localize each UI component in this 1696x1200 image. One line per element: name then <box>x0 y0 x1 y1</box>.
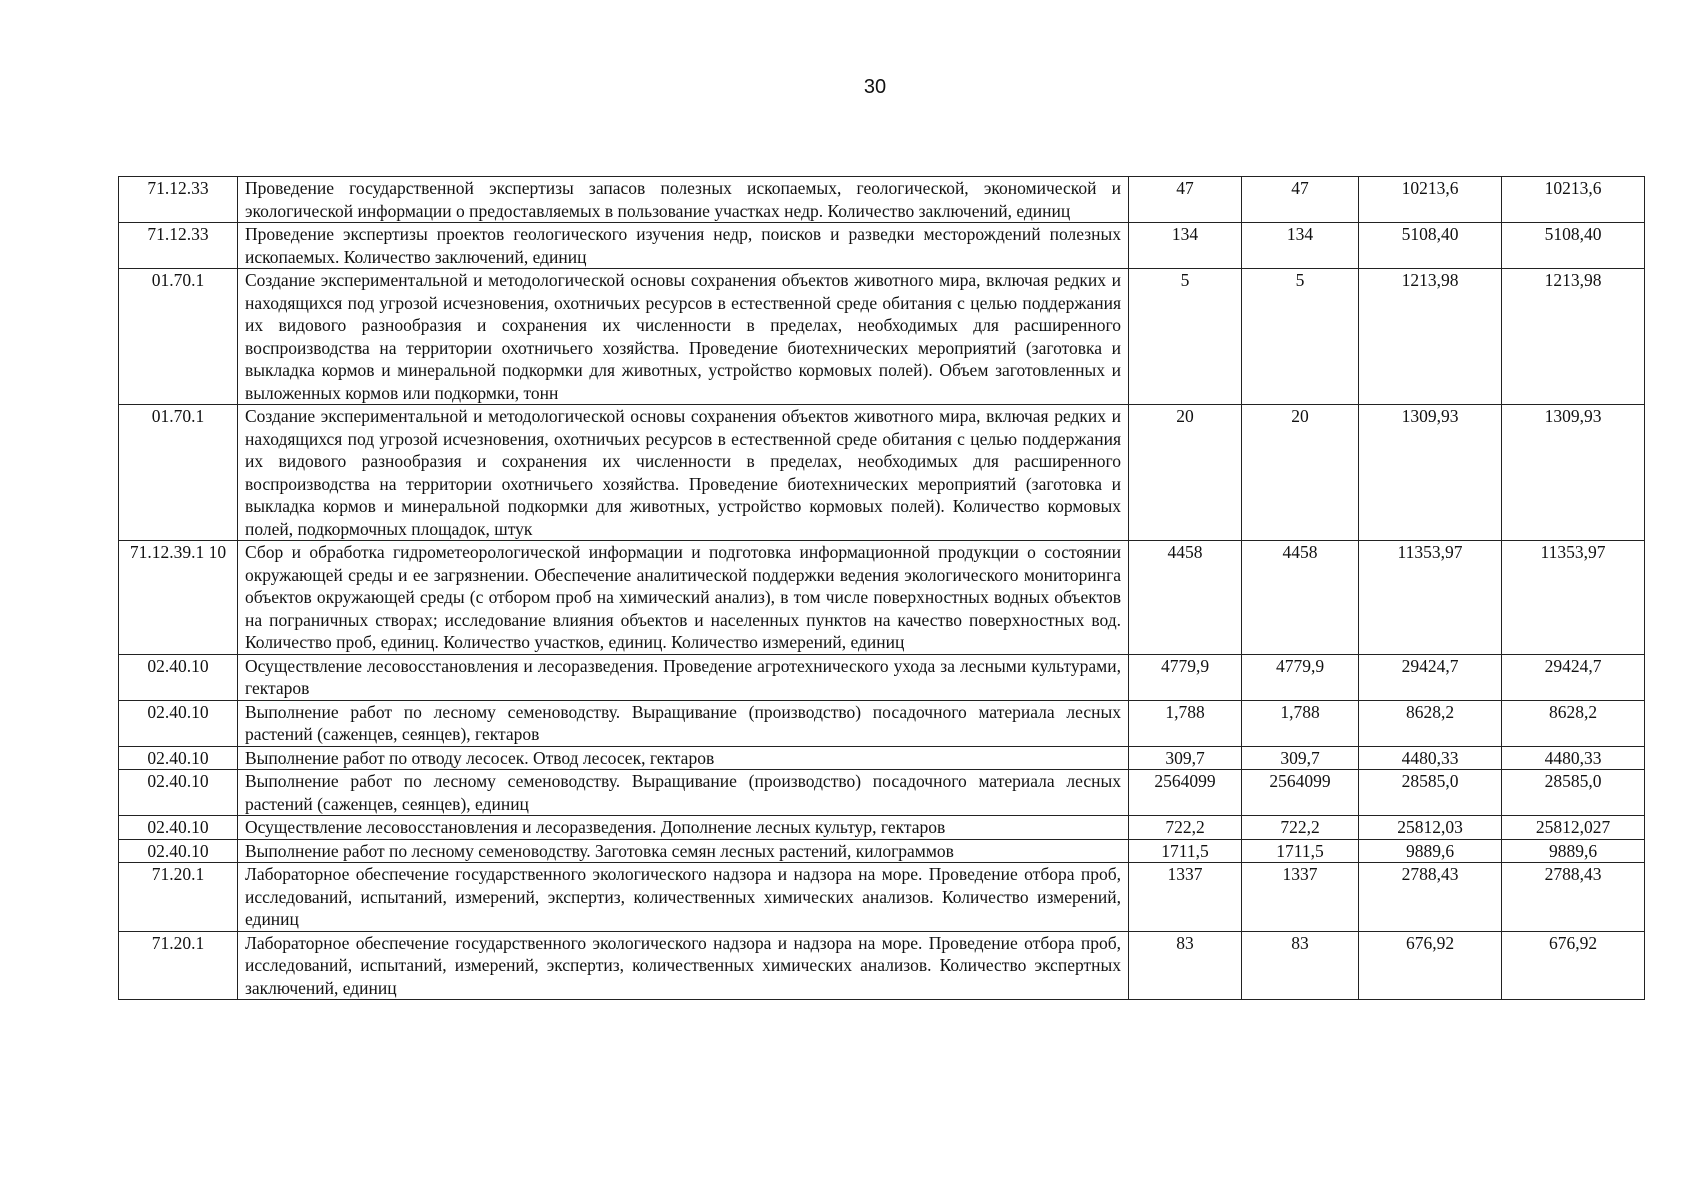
row-code: 01.70.1 <box>119 269 238 405</box>
row-value-3: 28585,0 <box>1359 770 1502 816</box>
row-value-2: 4779,9 <box>1242 654 1359 700</box>
table-row <box>119 770 1645 816</box>
row-value-2: 47 <box>1242 177 1359 223</box>
row-value-1: 5 <box>1129 269 1242 405</box>
row-value-2: 4458 <box>1242 541 1359 655</box>
row-value-2: 5 <box>1242 269 1359 405</box>
row-value-2: 2564099 <box>1242 770 1359 816</box>
row-value-3: 11353,97 <box>1359 541 1502 655</box>
row-value-2: 1337 <box>1242 863 1359 932</box>
table-body <box>119 177 1645 1000</box>
row-value-1: 1,788 <box>1129 700 1242 746</box>
row-description: Осуществление лесовосстановления и лесоразведения. Проведение агротехнического ухода за лесными культурами, гектаров <box>238 654 1129 700</box>
row-code: 02.40.10 <box>119 654 238 700</box>
row-description: Осуществление лесовосстановления и лесоразведения. Дополнение лесных культур, гектаров <box>238 816 1129 840</box>
row-value-1: 20 <box>1129 405 1242 541</box>
table-row <box>119 405 1645 541</box>
row-value-3: 1213,98 <box>1359 269 1502 405</box>
row-description: Создание экспериментальной и методологической основы сохранения объектов животного мира, включая редких и находящихся под угрозой исчезновения, охотничьих ресурсов в естественной среде обитания с целью поддержания их видового разнообразия и сохранения их численности в пределах, необходимых для расширенного воспроизводства на территории охотничьего хозяйства. Проведение биотехнических мероприятий (заготовка и выкладка кормов и минеральной подкормки для животных, устройство кормовых полей). Объем заготовленных и выложенных кормов или подкормки, тонн <box>238 269 1129 405</box>
row-value-4: 8628,2 <box>1502 700 1645 746</box>
table-row <box>119 746 1645 770</box>
table-row <box>119 931 1645 1000</box>
row-value-1: 2564099 <box>1129 770 1242 816</box>
table-row <box>119 654 1645 700</box>
row-description: Создание экспериментальной и методологической основы сохранения объектов животного мира, включая редких и находящихся под угрозой исчезновения, охотничьих ресурсов в естественной среде обитания с целью поддержания их видового разнообразия и сохранения их численности в пределах, необходимых для расширенного воспроизводства на территории охотничьего хозяйства. Проведение биотехнических мероприятий (заготовка и выкладка кормов и минеральной подкормки для животных, устройство кормовых полей). Количество кормовых полей, подкормочных площадок, штук <box>238 405 1129 541</box>
row-value-3: 4480,33 <box>1359 746 1502 770</box>
row-value-4: 5108,40 <box>1502 223 1645 269</box>
row-value-4: 676,92 <box>1502 931 1645 1000</box>
row-value-1: 309,7 <box>1129 746 1242 770</box>
row-value-4: 25812,027 <box>1502 816 1645 840</box>
row-description: Проведение государственной экспертизы запасов полезных ископаемых, геологической, экономической и экологической информации о предоставляемых в пользование участках недр. Количество заключений, единиц <box>238 177 1129 223</box>
row-value-2: 20 <box>1242 405 1359 541</box>
row-value-1: 4458 <box>1129 541 1242 655</box>
row-description: Лабораторное обеспечение государственного экологического надзора и надзора на море. Проведение отбора проб, исследований, испытаний, измерений, экспертиз, количественных химических анализов. Количество экспертных заключений, единиц <box>238 931 1129 1000</box>
row-value-3: 29424,7 <box>1359 654 1502 700</box>
row-value-1: 1711,5 <box>1129 839 1242 863</box>
row-code: 02.40.10 <box>119 816 238 840</box>
row-code: 71.12.33 <box>119 223 238 269</box>
row-description: Выполнение работ по лесному семеноводству. Заготовка семян лесных растений, килограммов <box>238 839 1129 863</box>
row-value-4: 10213,6 <box>1502 177 1645 223</box>
row-description: Выполнение работ по лесному семеноводству. Выращивание (производство) посадочного материала лесных растений (саженцев, сеянцев), гектаров <box>238 700 1129 746</box>
row-code: 71.12.39.1 10 <box>119 541 238 655</box>
row-value-4: 29424,7 <box>1502 654 1645 700</box>
row-value-2: 1,788 <box>1242 700 1359 746</box>
row-description: Лабораторное обеспечение государственного экологического надзора и надзора на море. Проведение отбора проб, исследований, испытаний, измерений, экспертиз, количественных химических анализов. Количество измерений, единиц <box>238 863 1129 932</box>
table-row <box>119 541 1645 655</box>
row-value-1: 47 <box>1129 177 1242 223</box>
row-value-1: 134 <box>1129 223 1242 269</box>
row-value-3: 9889,6 <box>1359 839 1502 863</box>
row-description: Выполнение работ по лесному семеноводству. Выращивание (производство) посадочного материала лесных растений (саженцев, сеянцев), единиц <box>238 770 1129 816</box>
row-value-1: 4779,9 <box>1129 654 1242 700</box>
table-row <box>119 863 1645 932</box>
row-code: 71.12.33 <box>119 177 238 223</box>
row-description: Проведение экспертизы проектов геологического изучения недр, поисков и разведки месторождений полезных ископаемых. Количество заключений, единиц <box>238 223 1129 269</box>
row-value-2: 83 <box>1242 931 1359 1000</box>
row-value-3: 5108,40 <box>1359 223 1502 269</box>
row-value-3: 1309,93 <box>1359 405 1502 541</box>
row-value-2: 1711,5 <box>1242 839 1359 863</box>
table-row <box>119 700 1645 746</box>
table-row <box>119 177 1645 223</box>
row-value-4: 2788,43 <box>1502 863 1645 932</box>
row-value-3: 25812,03 <box>1359 816 1502 840</box>
table-row <box>119 223 1645 269</box>
row-code: 71.20.1 <box>119 931 238 1000</box>
row-value-1: 722,2 <box>1129 816 1242 840</box>
row-code: 02.40.10 <box>119 770 238 816</box>
row-code: 01.70.1 <box>119 405 238 541</box>
row-value-2: 134 <box>1242 223 1359 269</box>
row-value-2: 722,2 <box>1242 816 1359 840</box>
row-description: Сбор и обработка гидрометеорологической информации и подготовка информационной продукции о состоянии окружающей среды и ее загрязнении. Обеспечение аналитической поддержки ведения экологического мониторинга объектов окружающей среды (с отбором проб на химический анализ), в том числе поверхностных водных объектов на пограничных створах; исследование влияния объектов и населенных пунктов на качество поверхностных вод. Количество проб, единиц. Количество участков, единиц. Количество измерений, единиц <box>238 541 1129 655</box>
services-table <box>118 176 1645 1000</box>
row-value-4: 1309,93 <box>1502 405 1645 541</box>
row-value-1: 83 <box>1129 931 1242 1000</box>
table-row <box>119 816 1645 840</box>
table-row <box>119 839 1645 863</box>
row-value-4: 9889,6 <box>1502 839 1645 863</box>
row-value-1: 1337 <box>1129 863 1242 932</box>
row-value-3: 8628,2 <box>1359 700 1502 746</box>
row-code: 02.40.10 <box>119 746 238 770</box>
row-value-4: 1213,98 <box>1502 269 1645 405</box>
row-value-3: 676,92 <box>1359 931 1502 1000</box>
row-value-4: 11353,97 <box>1502 541 1645 655</box>
table-row <box>119 269 1645 405</box>
row-code: 02.40.10 <box>119 700 238 746</box>
row-code: 02.40.10 <box>119 839 238 863</box>
row-description: Выполнение работ по отводу лесосек. Отвод лесосек, гектаров <box>238 746 1129 770</box>
row-value-3: 10213,6 <box>1359 177 1502 223</box>
row-value-2: 309,7 <box>1242 746 1359 770</box>
row-value-4: 28585,0 <box>1502 770 1645 816</box>
row-code: 71.20.1 <box>119 863 238 932</box>
page-number: 30 <box>863 76 887 98</box>
row-value-4: 4480,33 <box>1502 746 1645 770</box>
row-value-3: 2788,43 <box>1359 863 1502 932</box>
